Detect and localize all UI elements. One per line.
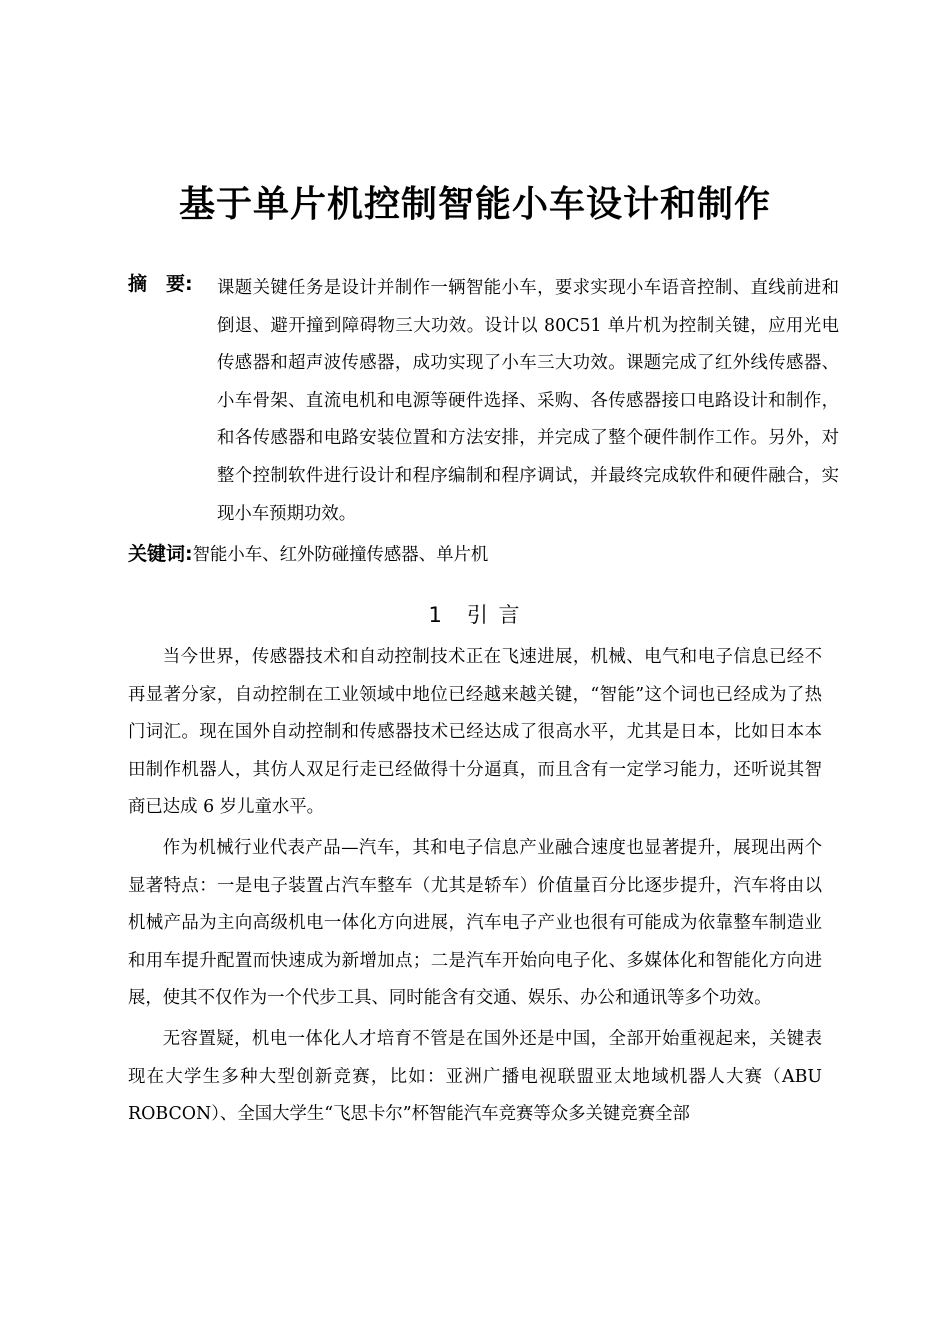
paragraph: 无容置疑，机电一体化人才培育不管是在国外还是中国，全部开始重视起来，关键表现在大学生多种大型创新竞赛，比如：亚洲广播电视联盟亚太地域机器人大赛（ABU ROBCON）、全国大学生“飞思卡尔”杯智能汽车竞赛等众多关键竞赛全部 [128,1028,822,1125]
abstract-text: 课题关键任务是设计并制作一辆智能小车，要求实现小车语音控制、直线前进和倒退、避开撞到障碍物三大功效。设计以 80C51 单片机为控制关键，应用光电传感器和超声波传感器，成功实现了小车三大功效。课题完成了红外线传感器、小车骨架、直流电机和电源等硬件选择、采购、各传感器接口电路设计和制作，和各传感器和电路安装位置和方法安排，并完成了整个硬件制作工作。另外，对整个控制软件进行设计和程序编制和程序调试，并最终完成软件和硬件融合，实现小车预期功效。 [217,278,839,524]
section-heading: 1 引 言 [428,603,522,627]
paragraph: 当今世界，传感器技术和自动控制技术正在飞速进展，机械、电气和电子信息已经不再显著分家，自动控制在工业领域中地位已经越来越关键，“智能”这个词也已经成为了热门词汇。现在国外自动控制和传感器技术已经达成了很高水平，尤其是日本，比如日本本田制作机器人，其仿人双足行走已经做得十分逼真，而且含有一定学习能力，还听说其智商已达成 6 岁儿童水平。 [128,647,822,818]
keywords-label: 关键词: [128,543,193,565]
keywords-text: 智能小车、红外防碰撞传感器、单片机 [192,545,489,565]
keywords-line [128,540,828,569]
document-title: 基于单片机控制智能小车设计和制作 [178,184,771,225]
paragraph: 作为机械行业代表产品—汽车，其和电子信息产业融合速度也显著提升，展现出两个显著特点：一是电子装置占汽车整车（尤其是轿车）价值量百分比逐步提升，汽车将由以机械产品为主向高级机电一体化方向进展，汽车电子产业也很有可能成为依靠整车制造业和用车提升配置而快速成为新增加点；二是汽车开始向电子化、多媒体化和智能化方向进展，使其不仅作为一个代步工具、同时能含有交通、娱乐、办公和通讯等多个功效。 [128,837,822,1009]
body-text [128,639,822,1137]
abstract-label: 摘 要: [128,273,193,295]
